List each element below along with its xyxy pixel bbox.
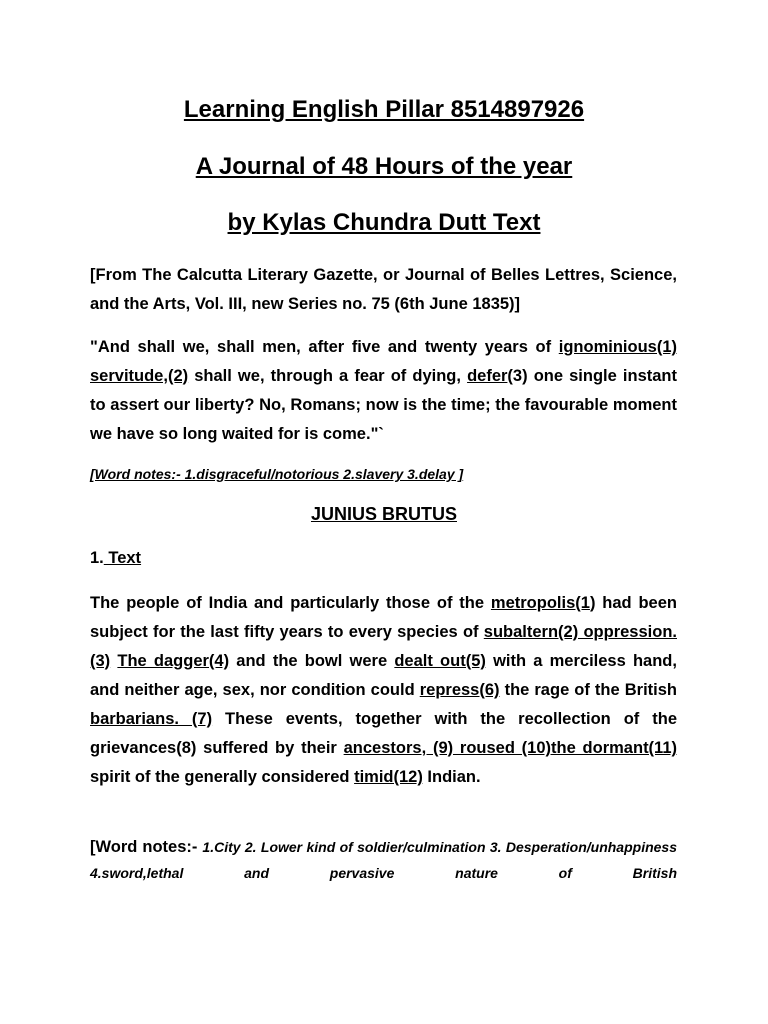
body-word-notes — [90, 834, 677, 886]
quote-text: "And shall we, shall men, after five and twenty years of — [90, 338, 559, 356]
body-term-dagger: The dagger(4) — [117, 652, 230, 670]
body-term-timid: timid(12) — [354, 768, 423, 786]
body-term-barbarians: barbarians. (7) — [90, 710, 213, 728]
section-1-heading — [90, 549, 141, 568]
quote-text: shall we, through a fear of dying, — [188, 367, 468, 385]
word-notes-text: 1.City 2. Lower kind of soldier/culmination 3. Desperation/unhappiness 4.sword,lethal and pervasive nature of British — [90, 839, 678, 881]
body-text: with a merciless hand, and neither age, sex, nor condition could — [90, 652, 677, 699]
word-notes-lead: [Word notes:- — [90, 838, 203, 856]
body-term-metropolis: metropolis(1 — [490, 594, 590, 612]
body-text: the rage of the British — [499, 681, 678, 699]
body-text: ) had been subject for the last fifty years to every species of — [90, 594, 677, 641]
section-label: Text — [103, 549, 142, 567]
title-line-3: by Kylas Chundra Dutt Text — [227, 209, 541, 236]
body-term-dealt-out: dealt out(5) — [394, 652, 486, 670]
body-term-ancestors: ancestors, (9) roused (10)the dormant(11) — [343, 739, 677, 757]
body-term-subaltern: subaltern(2) oppression. (3) — [90, 623, 677, 670]
title-line-2: A Journal of 48 Hours of the year — [195, 153, 573, 180]
quote-term-defer: defer — [467, 367, 508, 385]
quote-paragraph — [90, 333, 677, 449]
quote-term-servitude: servitude,(2) — [90, 367, 189, 385]
quote-text: (3) one single instant to assert our liberty? No, Romans; now is the time; the favourable moment we have so long waited for is come."` — [90, 367, 677, 443]
attribution-heading: JUNIUS BRUTUS — [310, 504, 457, 524]
body-text: The people of India and particularly those of the — [90, 594, 491, 612]
quote-term-ignominious: ignominious(1) — [558, 338, 677, 356]
body-text: These events, together with the recollection of the grievances(8) suffered by their — [90, 710, 677, 757]
title-line-1: Learning English Pillar 8514897926 — [183, 96, 585, 123]
body-text: spirit of the generally considered — [90, 768, 355, 786]
quote-word-notes: [Word notes:- 1.disgraceful/notorious 2.slavery 3.delay ] — [90, 466, 464, 482]
section-number: 1. — [90, 549, 104, 567]
body-term-repress: repress(6) — [419, 681, 500, 699]
source-citation: [From The Calcutta Literary Gazette, or Journal of Belles Lettres, Science, and the Arts, Vol. III, new Series no. 75 (6th June 1835)] — [90, 266, 677, 313]
body-text: Indian. — [422, 768, 481, 786]
body-paragraph — [90, 589, 677, 792]
body-text: and the bowl were — [229, 652, 395, 670]
